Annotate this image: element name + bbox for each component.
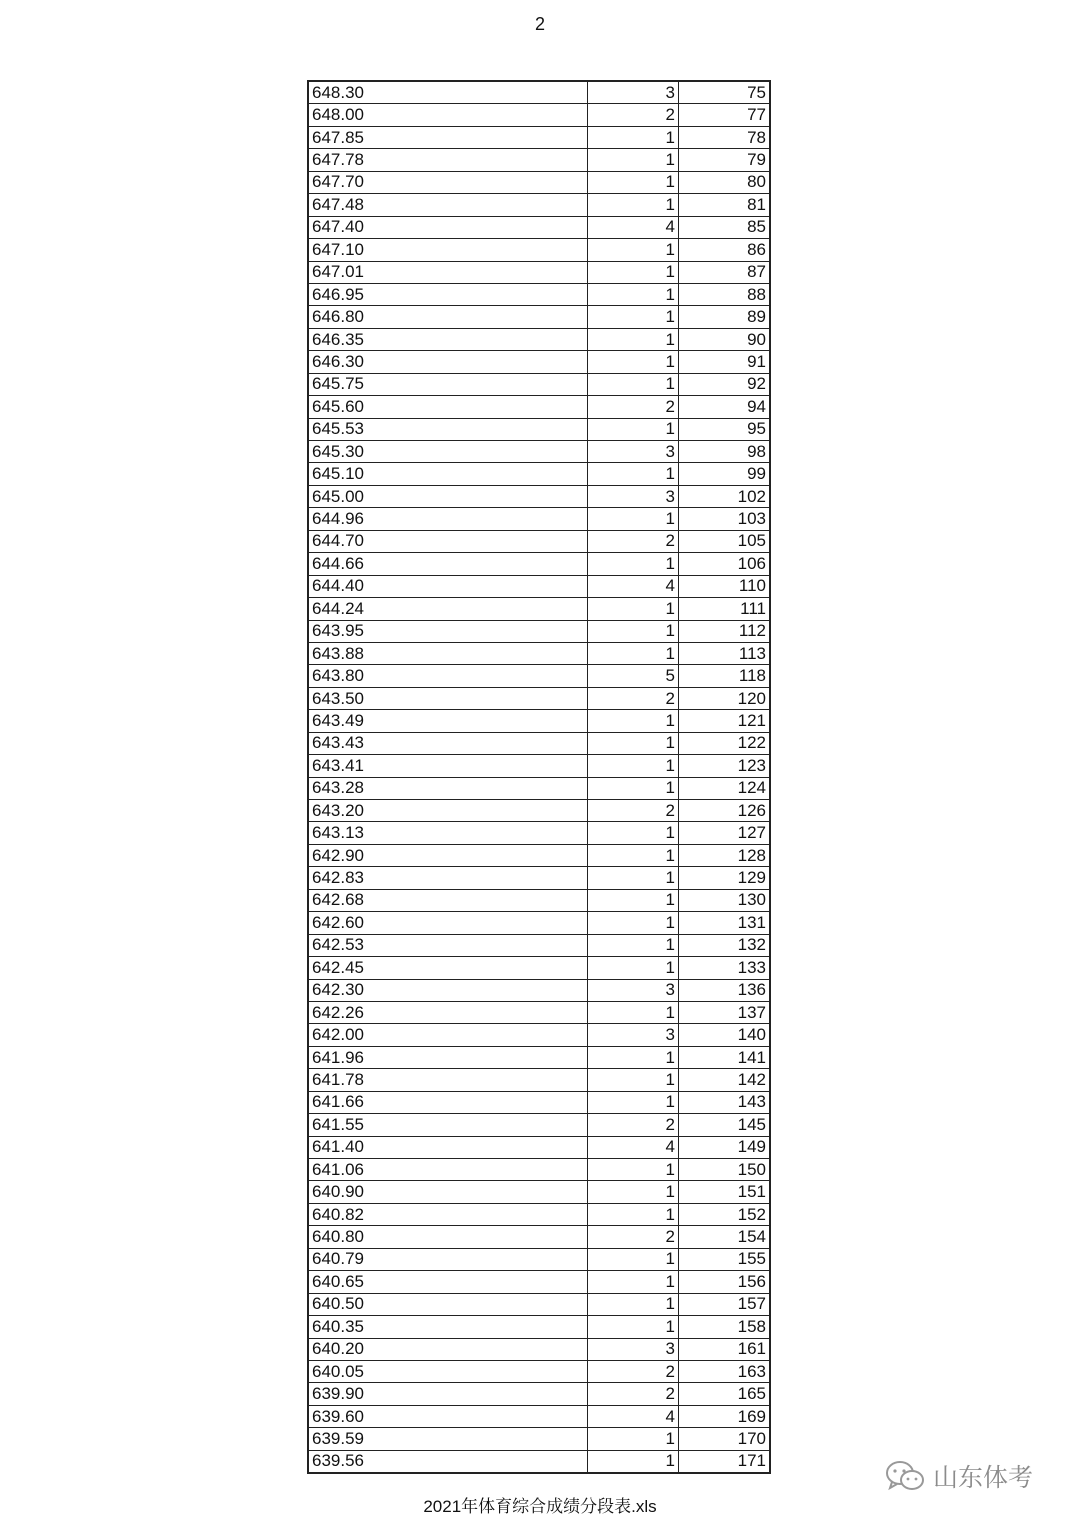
score-cell: 648.30 [308, 81, 588, 104]
table-row [308, 328, 770, 350]
cumulative-cell: 78 [679, 126, 771, 148]
cumulative-cell: 112 [679, 620, 771, 642]
cumulative-cell: 161 [679, 1338, 771, 1360]
count-cell: 1 [588, 1293, 679, 1315]
score-cell: 647.10 [308, 239, 588, 261]
count-cell: 1 [588, 306, 679, 328]
table-row [308, 171, 770, 193]
count-cell: 5 [588, 665, 679, 687]
cumulative-cell: 169 [679, 1405, 771, 1427]
count-cell: 4 [588, 575, 679, 597]
count-cell: 2 [588, 1114, 679, 1136]
cumulative-cell: 140 [679, 1024, 771, 1046]
table-row [308, 283, 770, 305]
table-row [308, 889, 770, 911]
count-cell: 1 [588, 508, 679, 530]
score-cell: 640.35 [308, 1316, 588, 1338]
table-row [308, 1024, 770, 1046]
count-cell: 1 [588, 1091, 679, 1113]
score-cell: 642.68 [308, 889, 588, 911]
count-cell: 1 [588, 261, 679, 283]
score-cell: 641.55 [308, 1114, 588, 1136]
count-cell: 1 [588, 1069, 679, 1091]
table-row [308, 1203, 770, 1225]
count-cell: 1 [588, 1001, 679, 1023]
table-row [308, 1159, 770, 1181]
count-cell: 1 [588, 867, 679, 889]
table-row [308, 104, 770, 126]
score-cell: 640.79 [308, 1248, 588, 1270]
cumulative-cell: 95 [679, 418, 771, 440]
cumulative-cell: 132 [679, 934, 771, 956]
count-cell: 3 [588, 485, 679, 507]
table-row [308, 508, 770, 530]
score-cell: 640.65 [308, 1271, 588, 1293]
score-cell: 643.50 [308, 687, 588, 709]
score-cell: 643.28 [308, 777, 588, 799]
cumulative-cell: 154 [679, 1226, 771, 1248]
count-cell: 1 [588, 732, 679, 754]
count-cell: 1 [588, 642, 679, 664]
cumulative-cell: 102 [679, 485, 771, 507]
table-row [308, 81, 770, 104]
cumulative-cell: 75 [679, 81, 771, 104]
cumulative-cell: 122 [679, 732, 771, 754]
score-cell: 642.26 [308, 1001, 588, 1023]
score-cell: 645.00 [308, 485, 588, 507]
table-row [308, 396, 770, 418]
count-cell: 1 [588, 553, 679, 575]
cumulative-cell: 171 [679, 1450, 771, 1473]
table-row [308, 418, 770, 440]
count-cell: 1 [588, 373, 679, 395]
page-number: 2 [534, 14, 545, 34]
score-cell: 647.48 [308, 194, 588, 216]
count-cell: 2 [588, 1383, 679, 1405]
cumulative-cell: 111 [679, 598, 771, 620]
table-row [308, 1046, 770, 1068]
cumulative-cell: 158 [679, 1316, 771, 1338]
score-cell: 647.70 [308, 171, 588, 193]
table-row [308, 1316, 770, 1338]
count-cell: 3 [588, 441, 679, 463]
table-row [308, 1248, 770, 1270]
count-cell: 1 [588, 239, 679, 261]
cumulative-cell: 103 [679, 508, 771, 530]
count-cell: 2 [588, 396, 679, 418]
cumulative-cell: 121 [679, 710, 771, 732]
table-row [308, 306, 770, 328]
count-cell: 1 [588, 957, 679, 979]
count-cell: 1 [588, 889, 679, 911]
table-row [308, 575, 770, 597]
table-row [308, 1428, 770, 1450]
score-cell: 646.35 [308, 328, 588, 350]
score-cell: 643.43 [308, 732, 588, 754]
count-cell: 1 [588, 171, 679, 193]
cumulative-cell: 123 [679, 755, 771, 777]
count-cell: 1 [588, 777, 679, 799]
score-cell: 645.75 [308, 373, 588, 395]
table-row [308, 1001, 770, 1023]
wechat-icon [885, 1459, 925, 1493]
table-row [308, 1226, 770, 1248]
cumulative-cell: 157 [679, 1293, 771, 1315]
cumulative-cell: 124 [679, 777, 771, 799]
score-cell: 646.95 [308, 283, 588, 305]
cumulative-cell: 129 [679, 867, 771, 889]
score-cell: 645.53 [308, 418, 588, 440]
count-cell: 4 [588, 1405, 679, 1427]
table-row [308, 351, 770, 373]
cumulative-cell: 88 [679, 283, 771, 305]
count-cell: 1 [588, 710, 679, 732]
count-cell: 1 [588, 1203, 679, 1225]
count-cell: 2 [588, 800, 679, 822]
cumulative-cell: 92 [679, 373, 771, 395]
table-row [308, 373, 770, 395]
table-row [308, 1069, 770, 1091]
table-row [308, 777, 770, 799]
score-cell: 640.50 [308, 1293, 588, 1315]
cumulative-cell: 130 [679, 889, 771, 911]
score-cell: 647.01 [308, 261, 588, 283]
score-cell: 639.59 [308, 1428, 588, 1450]
score-cell: 642.30 [308, 979, 588, 1001]
table-row [308, 485, 770, 507]
table-row [308, 1383, 770, 1405]
count-cell: 1 [588, 912, 679, 934]
count-cell: 1 [588, 418, 679, 440]
score-cell: 645.10 [308, 463, 588, 485]
score-cell: 643.13 [308, 822, 588, 844]
score-cell: 641.66 [308, 1091, 588, 1113]
score-cell: 642.53 [308, 934, 588, 956]
cumulative-cell: 165 [679, 1383, 771, 1405]
score-cell: 643.41 [308, 755, 588, 777]
score-cell: 645.60 [308, 396, 588, 418]
score-distribution-table [307, 80, 771, 1474]
score-cell: 644.66 [308, 553, 588, 575]
score-cell: 647.40 [308, 216, 588, 238]
count-cell: 1 [588, 1159, 679, 1181]
score-cell: 643.95 [308, 620, 588, 642]
table-row [308, 1181, 770, 1203]
cumulative-cell: 128 [679, 844, 771, 866]
cumulative-cell: 141 [679, 1046, 771, 1068]
count-cell: 1 [588, 1428, 679, 1450]
count-cell: 1 [588, 1181, 679, 1203]
cumulative-cell: 163 [679, 1360, 771, 1382]
score-cell: 643.88 [308, 642, 588, 664]
table-row [308, 867, 770, 889]
score-cell: 642.83 [308, 867, 588, 889]
score-cell: 646.80 [308, 306, 588, 328]
score-cell: 639.60 [308, 1405, 588, 1427]
count-cell: 1 [588, 822, 679, 844]
score-cell: 647.85 [308, 126, 588, 148]
score-cell: 641.96 [308, 1046, 588, 1068]
cumulative-cell: 85 [679, 216, 771, 238]
table-row [308, 1114, 770, 1136]
table-row [308, 1136, 770, 1158]
cumulative-cell: 150 [679, 1159, 771, 1181]
watermark-text: 山东体考 [933, 1463, 1034, 1492]
table-row [308, 261, 770, 283]
count-cell: 1 [588, 844, 679, 866]
score-cell: 643.20 [308, 800, 588, 822]
count-cell: 1 [588, 598, 679, 620]
score-cell: 642.90 [308, 844, 588, 866]
table-row [308, 1405, 770, 1427]
count-cell: 2 [588, 104, 679, 126]
cumulative-cell: 149 [679, 1136, 771, 1158]
cumulative-cell: 120 [679, 687, 771, 709]
cumulative-cell: 118 [679, 665, 771, 687]
score-cell: 647.78 [308, 149, 588, 171]
score-cell: 639.90 [308, 1383, 588, 1405]
score-cell: 645.30 [308, 441, 588, 463]
cumulative-cell: 156 [679, 1271, 771, 1293]
table-row [308, 620, 770, 642]
cumulative-cell: 105 [679, 530, 771, 552]
count-cell: 1 [588, 1248, 679, 1270]
cumulative-cell: 79 [679, 149, 771, 171]
score-cell: 648.00 [308, 104, 588, 126]
cumulative-cell: 99 [679, 463, 771, 485]
count-cell: 1 [588, 351, 679, 373]
count-cell: 1 [588, 328, 679, 350]
cumulative-cell: 131 [679, 912, 771, 934]
table-row [308, 194, 770, 216]
cumulative-cell: 87 [679, 261, 771, 283]
table-row [308, 957, 770, 979]
cumulative-cell: 145 [679, 1114, 771, 1136]
count-cell: 4 [588, 1136, 679, 1158]
score-cell: 640.82 [308, 1203, 588, 1225]
count-cell: 1 [588, 149, 679, 171]
score-cell: 641.06 [308, 1159, 588, 1181]
count-cell: 1 [588, 1450, 679, 1473]
table-row [308, 979, 770, 1001]
cumulative-cell: 155 [679, 1248, 771, 1270]
watermark [885, 1458, 1033, 1494]
cumulative-cell: 136 [679, 979, 771, 1001]
cumulative-cell: 126 [679, 800, 771, 822]
cumulative-cell: 137 [679, 1001, 771, 1023]
score-cell: 646.30 [308, 351, 588, 373]
cumulative-cell: 106 [679, 553, 771, 575]
score-cell: 644.96 [308, 508, 588, 530]
table-row [308, 665, 770, 687]
table-row [308, 844, 770, 866]
count-cell: 1 [588, 1046, 679, 1068]
cumulative-cell: 90 [679, 328, 771, 350]
count-cell: 3 [588, 1338, 679, 1360]
count-cell: 1 [588, 755, 679, 777]
footer-filename: 2021年体育综合成绩分段表.xls [423, 1497, 657, 1516]
cumulative-cell: 80 [679, 171, 771, 193]
cumulative-cell: 133 [679, 957, 771, 979]
table-row [308, 1338, 770, 1360]
count-cell: 1 [588, 194, 679, 216]
table-row [308, 1091, 770, 1113]
count-cell: 1 [588, 620, 679, 642]
cumulative-cell: 110 [679, 575, 771, 597]
table-row [308, 216, 770, 238]
score-cell: 643.80 [308, 665, 588, 687]
count-cell: 2 [588, 1360, 679, 1382]
score-cell: 641.78 [308, 1069, 588, 1091]
table-row [308, 1271, 770, 1293]
cumulative-cell: 113 [679, 642, 771, 664]
count-cell: 3 [588, 1024, 679, 1046]
cumulative-cell: 81 [679, 194, 771, 216]
score-cell: 642.60 [308, 912, 588, 934]
table-row [308, 126, 770, 148]
count-cell: 1 [588, 1316, 679, 1338]
cumulative-cell: 151 [679, 1181, 771, 1203]
score-cell: 640.80 [308, 1226, 588, 1248]
count-cell: 3 [588, 81, 679, 104]
score-cell: 644.24 [308, 598, 588, 620]
score-cell: 640.05 [308, 1360, 588, 1382]
count-cell: 2 [588, 687, 679, 709]
score-cell: 644.70 [308, 530, 588, 552]
table-row [308, 687, 770, 709]
table-row [308, 530, 770, 552]
table-row [308, 463, 770, 485]
table-row [308, 1360, 770, 1382]
score-cell: 640.90 [308, 1181, 588, 1203]
cumulative-cell: 94 [679, 396, 771, 418]
table-body [308, 81, 770, 1473]
table-row [308, 800, 770, 822]
score-cell: 641.40 [308, 1136, 588, 1158]
cumulative-cell: 143 [679, 1091, 771, 1113]
cumulative-cell: 152 [679, 1203, 771, 1225]
count-cell: 1 [588, 934, 679, 956]
count-cell: 1 [588, 126, 679, 148]
count-cell: 4 [588, 216, 679, 238]
cumulative-cell: 77 [679, 104, 771, 126]
score-cell: 639.56 [308, 1450, 588, 1473]
count-cell: 3 [588, 979, 679, 1001]
cumulative-cell: 142 [679, 1069, 771, 1091]
table-row [308, 642, 770, 664]
table-row [308, 1450, 770, 1473]
cumulative-cell: 86 [679, 239, 771, 261]
table-row [308, 149, 770, 171]
cumulative-cell: 89 [679, 306, 771, 328]
cumulative-cell: 98 [679, 441, 771, 463]
table-row [308, 1293, 770, 1315]
count-cell: 2 [588, 1226, 679, 1248]
cumulative-cell: 91 [679, 351, 771, 373]
score-cell: 644.40 [308, 575, 588, 597]
score-cell: 640.20 [308, 1338, 588, 1360]
table-row [308, 710, 770, 732]
cumulative-cell: 127 [679, 822, 771, 844]
score-cell: 642.45 [308, 957, 588, 979]
count-cell: 1 [588, 1271, 679, 1293]
table-row [308, 239, 770, 261]
table-row [308, 934, 770, 956]
table-row [308, 755, 770, 777]
table-row [308, 598, 770, 620]
table-row [308, 441, 770, 463]
table-row [308, 822, 770, 844]
score-cell: 642.00 [308, 1024, 588, 1046]
cumulative-cell: 170 [679, 1428, 771, 1450]
table-row [308, 553, 770, 575]
count-cell: 1 [588, 283, 679, 305]
count-cell: 1 [588, 463, 679, 485]
score-cell: 643.49 [308, 710, 588, 732]
table-row [308, 732, 770, 754]
count-cell: 2 [588, 530, 679, 552]
table-row [308, 912, 770, 934]
